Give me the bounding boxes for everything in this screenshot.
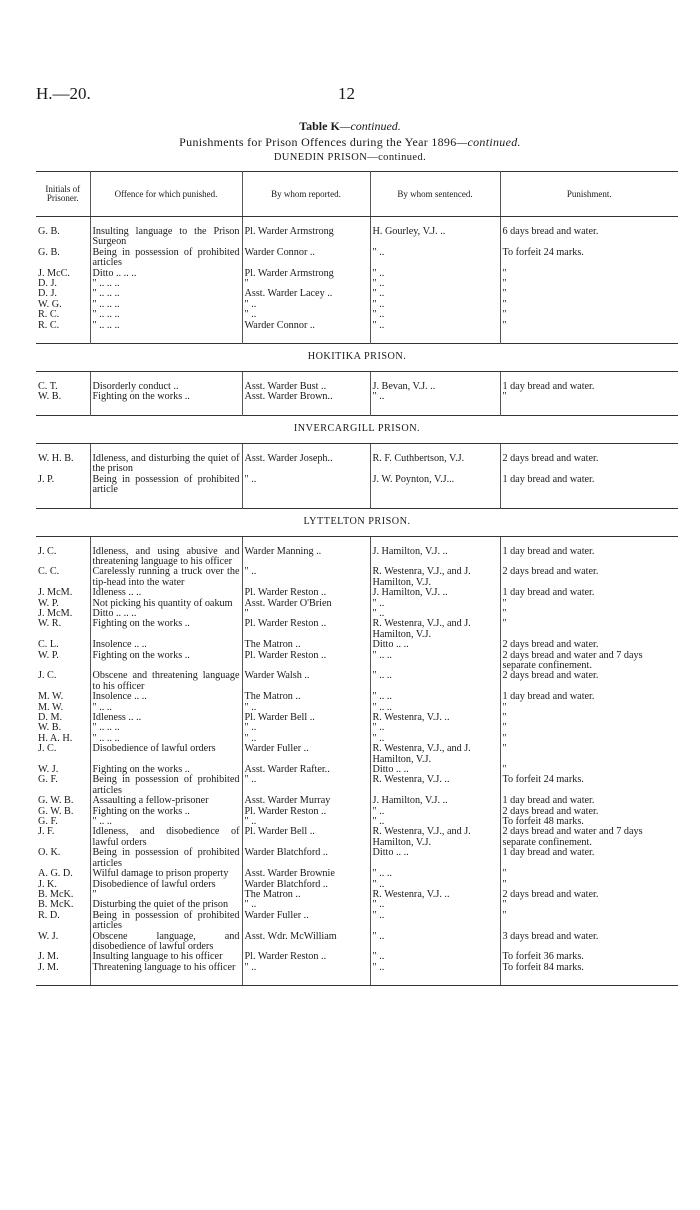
reported-by-cell: Asst. Warder Bust .. — [242, 382, 370, 392]
prisoner-initials-cell: D. J. — [36, 289, 90, 299]
offence-cell: Being in possession of prohibited articles — [90, 848, 242, 869]
sentenced-by-cell: " .. — [370, 817, 500, 827]
punishment-cell: 2 days bread and water. — [502, 805, 599, 817]
table-row — [36, 300, 678, 310]
sentenced-by-cell: " .. — [370, 723, 500, 733]
table-row — [36, 775, 678, 796]
reported-by-cell: " .. — [242, 900, 370, 910]
offence-cell: Being in possession of prohibited articles — [90, 911, 242, 932]
offence-cell: " .. .. .. — [90, 723, 242, 733]
reported-by-cell: " .. — [242, 300, 370, 310]
offence-cell: Idleness, and using abusive and threatening language to his officer — [90, 547, 242, 568]
sentenced-by-cell: " .. .. — [370, 651, 500, 672]
offence-cell: " .. .. .. — [90, 321, 242, 331]
punishment-cell: To forfeit 24 marks. — [502, 774, 584, 786]
reported-by-cell: Warder Fuller .. — [242, 744, 370, 765]
punishment-cell: " — [502, 319, 507, 331]
reported-by-cell: " .. — [242, 310, 370, 320]
sentenced-by-cell: J. Hamilton, V.J. .. — [370, 547, 500, 568]
table-row — [36, 567, 678, 588]
punishment-cell: 1 day bread and water. — [502, 381, 595, 393]
prisoner-initials-cell: R. C. — [36, 321, 90, 331]
prisoner-initials-cell: R. C. — [36, 310, 90, 320]
prisoner-initials-cell: O. K. — [36, 848, 90, 869]
offence-cell: Fighting on the works .. — [90, 765, 242, 775]
punishment-cell: 1 day bread and water. — [502, 795, 595, 807]
reported-by-cell: Pl. Warder Armstrong — [242, 269, 370, 279]
table-title-cont: —continued. — [456, 135, 521, 149]
punishment-cell: 2 days bread and water. — [502, 452, 599, 464]
reported-by-cell: Warder Connor .. — [242, 321, 370, 331]
sentenced-by-cell: " .. — [370, 248, 500, 269]
prisoner-initials-cell: G. F. — [36, 817, 90, 827]
prisoner-initials-cell: D. M. — [36, 713, 90, 723]
section-heading-row — [36, 415, 678, 443]
prisoner-initials-cell: J. McM. — [36, 588, 90, 598]
reported-by-cell: Warder Walsh .. — [242, 671, 370, 692]
sentenced-by-cell: " .. .. — [370, 692, 500, 702]
table-row — [36, 279, 678, 289]
sentenced-by-cell: " .. — [370, 300, 500, 310]
punishment-cell: " — [502, 701, 507, 713]
reported-by-cell: Pl. Warder Reston .. — [242, 807, 370, 817]
offence-cell: Fighting on the works .. — [90, 807, 242, 817]
punishment-cell: " — [502, 909, 507, 921]
punishment-cell: To forfeit 84 marks. — [502, 961, 584, 973]
reported-by-cell: Warder Blatchford .. — [242, 848, 370, 869]
sentenced-by-cell: " .. — [370, 932, 500, 953]
sentenced-by-cell: " .. — [370, 952, 500, 962]
sentenced-by-cell: R. Westenra, V.J., and J. Hamilton, V.J. — [370, 567, 500, 588]
prisoner-initials-cell: J. McM. — [36, 609, 90, 619]
reported-by-cell: The Matron .. — [242, 640, 370, 650]
reported-by-cell: Warder Fuller .. — [242, 911, 370, 932]
punishment-cell: " — [502, 712, 507, 723]
prisoner-initials-cell: G. B. — [36, 227, 90, 248]
punishment-cell: 1 day bread and water. — [502, 545, 595, 557]
column-header-offence: Offence for which punished. — [90, 172, 242, 217]
offence-cell: Fighting on the works .. — [90, 651, 242, 672]
table-bottom-rule — [36, 985, 678, 986]
prisoner-initials-cell: W. B. — [36, 392, 90, 402]
table-header — [36, 172, 678, 217]
reported-by-cell: Asst. Warder Rafter.. — [242, 765, 370, 775]
table-row — [36, 911, 678, 932]
table-row — [36, 321, 678, 331]
table-row — [36, 588, 678, 598]
punishment-cell: " — [502, 732, 507, 744]
sentenced-by-cell: " .. .. — [370, 703, 500, 713]
offence-cell: Being in possession of prohibited article — [90, 475, 242, 496]
punishment-cell: 2 days bread and water and 7 days separate confinement. — [502, 826, 643, 848]
sentenced-by-cell: " .. — [370, 289, 500, 299]
offence-cell: Idleness .. .. — [90, 588, 242, 598]
offence-cell: Fighting on the works .. — [90, 392, 242, 402]
sentenced-by-cell: " .. — [370, 321, 500, 331]
table-label — [0, 119, 700, 134]
prisoner-initials-cell: M. W. — [36, 692, 90, 702]
offence-cell: Disobedience of lawful orders — [90, 744, 242, 765]
offence-cell: " — [90, 890, 242, 900]
punishment-cell: 1 day bread and water. — [502, 847, 595, 859]
table-row — [36, 454, 678, 475]
table-label-text: Table K — [299, 119, 340, 133]
sentenced-by-cell: R. Westenra, V.J. .. — [370, 713, 500, 723]
prisoner-initials-cell: G. B. — [36, 248, 90, 269]
offence-cell: " .. .. — [90, 817, 242, 827]
reported-by-cell: Pl. Warder Armstrong — [242, 227, 370, 248]
sentenced-by-cell: " .. .. — [370, 671, 500, 692]
reported-by-cell: Pl. Warder Bell .. — [242, 713, 370, 723]
prisoner-initials-cell: J. C. — [36, 744, 90, 765]
reported-by-cell: Asst. Warder Lacey .. — [242, 289, 370, 299]
table-subtitle: DUNEDIN PRISON—continued. — [273, 152, 427, 163]
table-body — [36, 217, 678, 986]
offence-cell: " .. .. .. — [90, 289, 242, 299]
reported-by-cell: Asst. Warder Brown.. — [242, 392, 370, 402]
prisoner-initials-cell: W. H. B. — [36, 454, 90, 475]
offence-cell: Being in possession of prohibited articles — [90, 775, 242, 796]
reported-by-cell: The Matron .. — [242, 692, 370, 702]
section-spacer — [36, 496, 678, 509]
prisoner-initials-cell: W. G. — [36, 300, 90, 310]
sentenced-by-cell: " .. — [370, 734, 500, 744]
prisoner-initials-cell: J. M. — [36, 963, 90, 973]
table-row — [36, 227, 678, 248]
punishment-cell: " — [502, 764, 507, 776]
sentenced-by-cell: " .. — [370, 599, 500, 609]
sentenced-by-cell: " .. — [370, 310, 500, 320]
reported-by-cell: " — [242, 279, 370, 289]
offence-cell: Disturbing the quiet of the prison — [90, 900, 242, 910]
page-number: 12 — [338, 84, 355, 103]
offence-cell: Insolence .. .. — [90, 692, 242, 702]
prisoner-initials-cell: J. P. — [36, 475, 90, 496]
sentenced-by-cell: J. Hamilton, V.J. .. — [370, 796, 500, 806]
table-row — [36, 640, 678, 650]
reported-by-cell: " — [242, 609, 370, 619]
table-row — [36, 713, 678, 723]
column-header-initials: Initials of Prisoner. — [36, 172, 90, 217]
reported-by-cell: Pl. Warder Bell .. — [242, 827, 370, 848]
punishment-cell: 1 day bread and water. — [502, 691, 595, 703]
sentenced-by-cell: " .. — [370, 279, 500, 289]
table-row — [36, 963, 678, 973]
sentenced-by-cell: " .. — [370, 880, 500, 890]
offence-cell: Idleness .. .. — [90, 713, 242, 723]
section-spacer — [36, 403, 678, 416]
section-spacer — [36, 331, 678, 344]
column-header-punishment: Punishment. — [500, 172, 678, 217]
punishment-cell: 3 days bread and water. — [502, 930, 599, 942]
prisoner-initials-cell: W. P. — [36, 599, 90, 609]
punishment-cell: " — [502, 899, 507, 911]
prisoner-initials-cell: D. J. — [36, 279, 90, 289]
sentenced-by-cell: R. Westenra, V.J., and J. Hamilton, V.J. — [370, 619, 500, 640]
sentenced-by-cell: J. Bevan, V.J. .. — [370, 382, 500, 392]
offence-cell: " .. .. .. — [90, 300, 242, 310]
reported-by-cell: Asst. Warder Murray — [242, 796, 370, 806]
table-row — [36, 475, 678, 496]
sentenced-by-cell: " .. — [370, 392, 500, 402]
reported-by-cell: " .. — [242, 475, 370, 496]
table-label-cont: —continued. — [339, 119, 401, 133]
sentenced-by-cell: H. Gourley, V.J. .. — [370, 227, 500, 248]
reported-by-cell: " .. — [242, 703, 370, 713]
prisoner-initials-cell: J. K. — [36, 880, 90, 890]
table-row — [36, 248, 678, 269]
reported-by-cell: Asst. Warder Brownie — [242, 869, 370, 879]
prisoner-initials-cell: W. J. — [36, 765, 90, 775]
prisoner-initials-cell: A. G. D. — [36, 869, 90, 879]
prisoner-initials-cell: C. C. — [36, 567, 90, 588]
punishment-cell: " — [502, 743, 507, 755]
offence-cell: Idleness, and disturbing the quiet of the prison — [90, 454, 242, 475]
punishment-cell: 1 day bread and water. — [502, 587, 595, 599]
offence-cell: Assaulting a fellow-prisoner — [90, 796, 242, 806]
punishment-cell: " — [502, 391, 507, 403]
sentenced-by-cell: R. F. Cuthbertson, V.J. — [370, 454, 500, 475]
punishment-cell: " — [502, 298, 507, 310]
punishment-cell: " — [502, 868, 507, 880]
section-heading-row — [36, 344, 678, 372]
prisoner-initials-cell: W. P. — [36, 651, 90, 672]
table-end-gap — [36, 973, 678, 985]
prisoner-initials-cell: J. F. — [36, 827, 90, 848]
offence-cell: Disorderly conduct .. — [90, 382, 242, 392]
table-title-text: Punishments for Prison Offences during the Year 1896 — [179, 135, 457, 149]
sentenced-by-cell: " .. — [370, 807, 500, 817]
punishment-cell: " — [502, 878, 507, 890]
sentenced-by-cell: J. W. Poynton, V.J... — [370, 475, 500, 496]
sentenced-by-cell: " .. — [370, 269, 500, 279]
offence-cell: Ditto .. .. .. — [90, 269, 242, 279]
punishment-cell: 2 days bread and water. — [502, 566, 599, 578]
reported-by-cell: Pl. Warder Reston .. — [242, 588, 370, 598]
offence-cell: Threatening language to his officer — [90, 963, 242, 973]
offence-cell: Obscene language, and disobedience of lawful orders — [90, 932, 242, 953]
offence-cell: Obscene and threatening language to his officer — [90, 671, 242, 692]
sentenced-by-cell: J. Hamilton, V.J. .. — [370, 588, 500, 598]
punishment-cell: 2 days bread and water. — [502, 670, 599, 682]
sentenced-by-cell: Ditto .. .. — [370, 848, 500, 869]
punishment-cell: 2 days bread and water. — [502, 888, 599, 900]
prisoner-initials-cell: G. W. B. — [36, 807, 90, 817]
prisoner-initials-cell: W. J. — [36, 932, 90, 953]
offence-cell: Being in possession of prohibited articles — [90, 248, 242, 269]
sentenced-by-cell: Ditto .. .. — [370, 765, 500, 775]
offence-cell: Ditto .. .. .. — [90, 609, 242, 619]
table-row — [36, 869, 678, 879]
prisoner-initials-cell: J. M. — [36, 952, 90, 962]
offence-cell: Insulting language to the Prison Surgeon — [90, 227, 242, 248]
offence-cell: Fighting on the works .. — [90, 619, 242, 640]
prisoner-initials-cell: G. F. — [36, 775, 90, 796]
offence-cell: " .. .. .. — [90, 310, 242, 320]
sentenced-by-cell: " .. — [370, 900, 500, 910]
reported-by-cell: " .. — [242, 775, 370, 796]
punishment-cell: " — [502, 618, 507, 630]
prisoner-initials-cell: G. W. B. — [36, 796, 90, 806]
reported-by-cell: Warder Blatchford .. — [242, 880, 370, 890]
table-row — [36, 848, 678, 869]
section-heading: LYTTELTON PRISON. — [36, 508, 678, 536]
prisoner-initials-cell: W. B. — [36, 723, 90, 733]
reported-by-cell: " .. — [242, 734, 370, 744]
prisoner-initials-cell: B. McK. — [36, 900, 90, 910]
table-row — [36, 289, 678, 299]
punishment-cell: " — [502, 597, 507, 609]
sentenced-by-cell: " .. — [370, 609, 500, 619]
table-row — [36, 310, 678, 320]
page-series: H.—20. — [36, 84, 91, 103]
table-row — [36, 651, 678, 672]
offence-cell: " .. .. .. — [90, 279, 242, 289]
offence-cell: Carelessly running a truck over the tip-head into the water — [90, 567, 242, 588]
reported-by-cell: Pl. Warder Reston .. — [242, 952, 370, 962]
punishment-cell: " — [502, 309, 507, 321]
table-title — [0, 135, 700, 150]
prisoner-initials-cell: C. T. — [36, 382, 90, 392]
prisoner-initials-cell: J. McC. — [36, 269, 90, 279]
table-row — [36, 932, 678, 953]
reported-by-cell: Asst. Wdr. McWilliam — [242, 932, 370, 953]
reported-by-cell: " .. — [242, 817, 370, 827]
reported-by-cell: " .. — [242, 723, 370, 733]
punishment-cell: 2 days bread and water. — [502, 639, 599, 651]
table-row — [36, 547, 678, 568]
punishment-cell: 2 days bread and water and 7 days separate confinement. — [502, 649, 643, 671]
prisoner-initials-cell: C. L. — [36, 640, 90, 650]
reported-by-cell: The Matron .. — [242, 890, 370, 900]
offence-cell: Wilful damage to prison property — [90, 869, 242, 879]
column-header-sentenced: By whom sentenced. — [370, 172, 500, 217]
reported-by-cell: Asst. Warder O'Brien — [242, 599, 370, 609]
prisoner-initials-cell: M. W. — [36, 703, 90, 713]
prisoner-initials-cell: W. R. — [36, 619, 90, 640]
punishment-cell: " — [502, 267, 507, 279]
offence-cell: Insolence .. .. — [90, 640, 242, 650]
reported-by-cell: " .. — [242, 567, 370, 588]
table-row — [36, 723, 678, 733]
reported-by-cell: Pl. Warder Reston .. — [242, 619, 370, 640]
reported-by-cell: " .. — [242, 963, 370, 973]
sentenced-by-cell: " .. — [370, 911, 500, 932]
table-row — [36, 392, 678, 402]
offence-cell: Idleness, and disobedience of lawful orders — [90, 827, 242, 848]
section-top-gap — [36, 536, 678, 547]
table-row — [36, 671, 678, 692]
offence-cell: Not picking his quantity of oakum — [90, 599, 242, 609]
offence-cell: " .. .. — [90, 703, 242, 713]
table-row — [36, 692, 678, 702]
table-row — [36, 744, 678, 765]
offence-cell: " .. .. .. — [90, 734, 242, 744]
sentenced-by-cell: R. Westenra, V.J., and J. Hamilton, V.J. — [370, 744, 500, 765]
prisoner-initials-cell: H. A. H. — [36, 734, 90, 744]
sentenced-by-cell: Ditto .. .. — [370, 640, 500, 650]
punishment-cell: 1 day bread and water. — [502, 473, 595, 485]
section-heading-row — [36, 508, 678, 536]
sentenced-by-cell: R. Westenra, V.J. .. — [370, 775, 500, 796]
punishment-cell: 6 days bread and water. — [502, 226, 599, 237]
punishment-cell: " — [502, 288, 507, 300]
reported-by-cell: Warder Connor .. — [242, 248, 370, 269]
punishment-cell: To forfeit 24 marks. — [502, 246, 584, 258]
punishment-cell: " — [502, 722, 507, 734]
table-row — [36, 827, 678, 848]
prisoner-initials-cell: B. McK. — [36, 890, 90, 900]
reported-by-cell: Asst. Warder Joseph.. — [242, 454, 370, 475]
sentenced-by-cell: R. Westenra, V.J., and J. Hamilton, V.J. — [370, 827, 500, 848]
offence-cell: Disobedience of lawful orders — [90, 880, 242, 890]
prisoner-initials-cell: J. C. — [36, 547, 90, 568]
section-heading: INVERCARGILL PRISON. — [36, 415, 678, 443]
punishments-table — [36, 171, 678, 985]
sentenced-by-cell: " .. .. — [370, 869, 500, 879]
sentenced-by-cell: " .. — [370, 963, 500, 973]
sentenced-by-cell: R. Westenra, V.J. .. — [370, 890, 500, 900]
section-heading: HOKITIKA PRISON. — [36, 344, 678, 372]
reported-by-cell: Warder Manning .. — [242, 547, 370, 568]
punishment-cell: To forfeit 36 marks. — [502, 951, 584, 963]
punishment-cell: " — [502, 607, 507, 619]
table-row — [36, 619, 678, 640]
table-row — [36, 269, 678, 279]
punishment-cell: To forfeit 48 marks. — [502, 816, 584, 828]
reported-by-cell: Pl. Warder Reston .. — [242, 651, 370, 672]
prisoner-initials-cell: J. C. — [36, 671, 90, 692]
column-header-reported: By whom reported. — [242, 172, 370, 217]
punishment-cell: " — [502, 278, 507, 290]
prisoner-initials-cell: R. D. — [36, 911, 90, 932]
offence-cell: Insulting language to his officer — [90, 952, 242, 962]
